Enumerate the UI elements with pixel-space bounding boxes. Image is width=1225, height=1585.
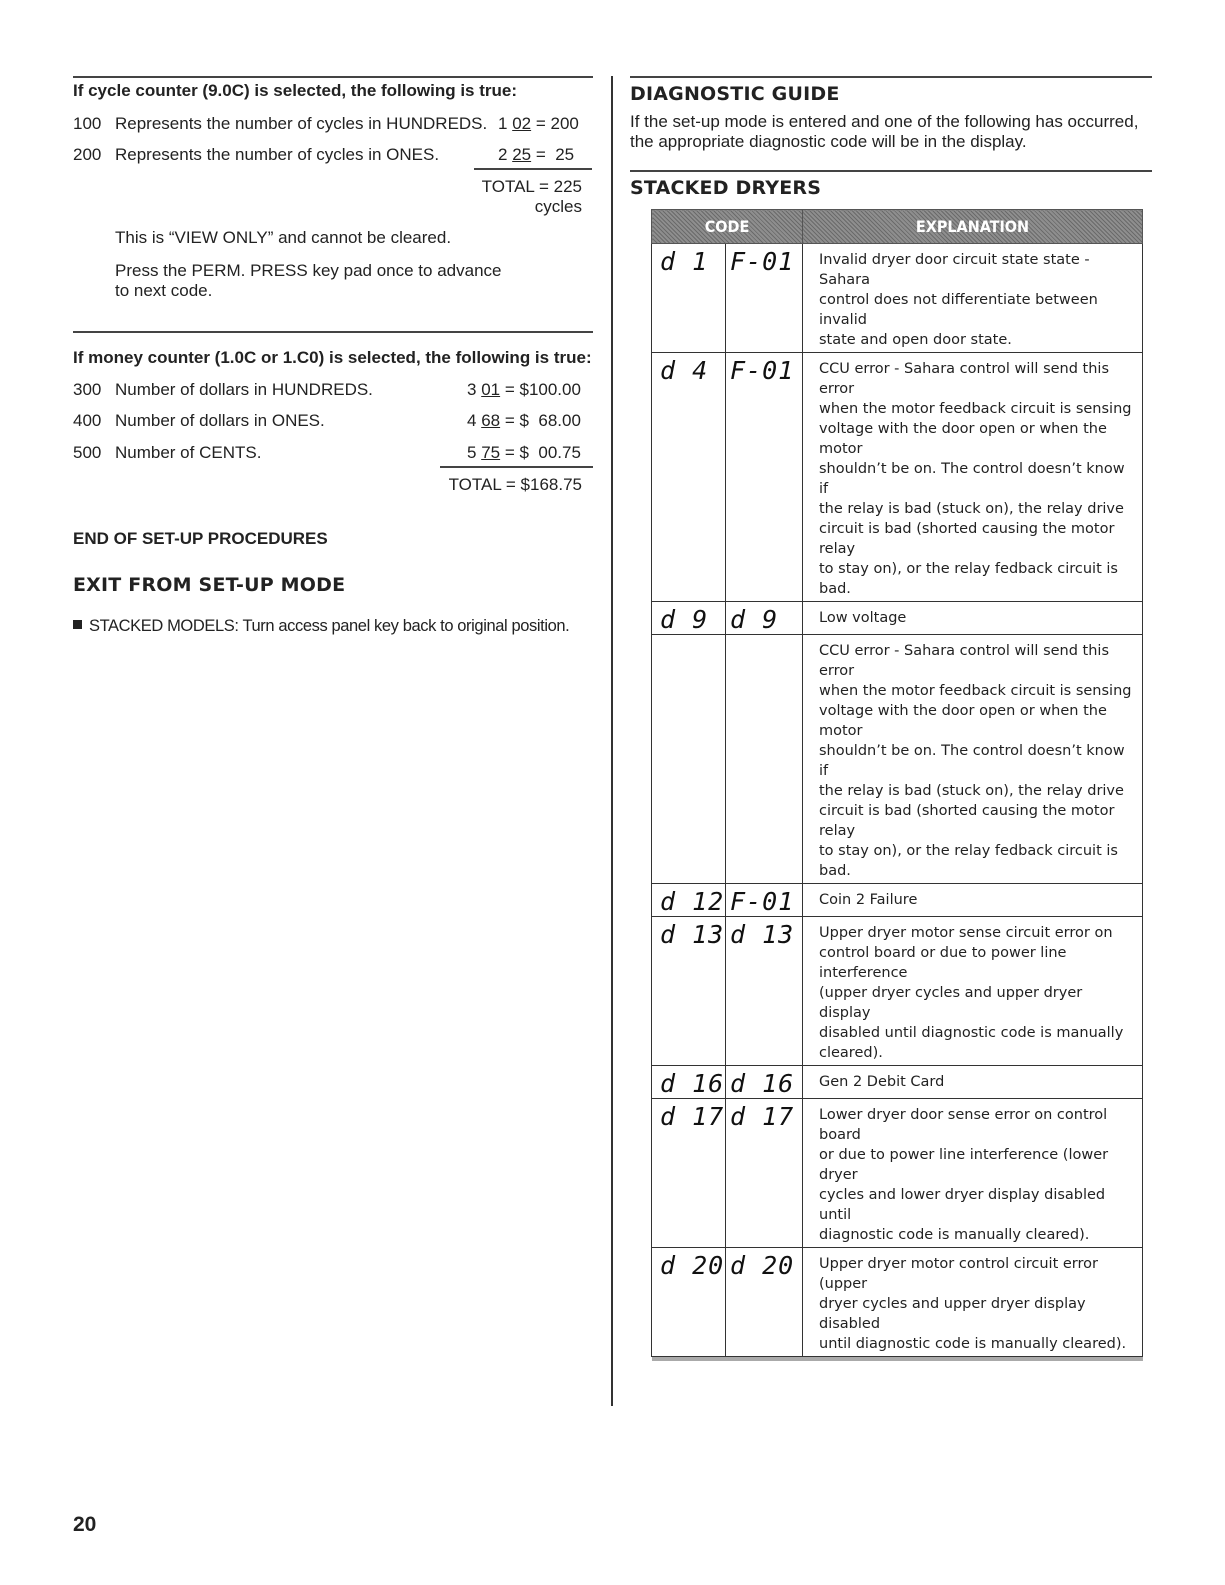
explanation-cell — [803, 1248, 1143, 1357]
money-row-calc — [467, 380, 581, 400]
code-cell: F-01 — [726, 353, 803, 602]
explanation-line: when the motor feedback circuit is sensing — [819, 683, 1132, 699]
explanation-cell — [803, 244, 1143, 353]
calc-prefix: 3 — [467, 380, 482, 399]
money-row-num: 400 — [73, 411, 102, 430]
explanation-cell — [803, 1066, 1143, 1099]
table-row — [652, 244, 1143, 353]
calc-prefix: 4 — [467, 411, 482, 430]
exit-setup-heading: EXIT FROM SET-UP MODE — [73, 574, 346, 596]
money-row-desc: Number of dollars in ONES. — [115, 411, 325, 430]
code-cell: d 16 — [726, 1066, 803, 1099]
calc-digits: 01 — [481, 380, 501, 399]
explanation-line: Coin 2 Failure — [819, 892, 918, 908]
table-row — [652, 602, 1143, 635]
calc-result: = $100.00 — [500, 380, 581, 399]
explanation-line: or due to power line interference (lower dryer — [819, 1147, 1109, 1183]
money-row-calc — [467, 443, 581, 463]
code-cell — [652, 635, 726, 884]
explanation-cell — [803, 917, 1143, 1066]
explanation-line: dryer cycles and upper dryer display disabled — [819, 1296, 1086, 1332]
explanation-line: Upper dryer motor control circuit error (upper — [819, 1256, 1098, 1292]
cycle-row-num: 100 — [73, 114, 102, 133]
code-cell: d 1 — [652, 244, 726, 353]
diagnostic-guide-heading: DIAGNOSTIC GUIDE — [630, 83, 840, 105]
calc-result: = 25 — [531, 145, 575, 164]
explanation-line: Gen 2 Debit Card — [819, 1074, 945, 1090]
mid-rule-left — [73, 331, 593, 333]
calc-prefix: 2 — [498, 145, 513, 164]
cycle-total: TOTAL = 225 — [481, 177, 582, 196]
press-note-line2: to next code. — [115, 281, 213, 300]
explanation-line: the relay is bad (stuck on), the relay drive — [819, 783, 1124, 799]
column-header-explanation: EXPLANATION — [803, 210, 1143, 244]
table-bottom-cell — [652, 1357, 726, 1362]
code-cell: d 20 — [726, 1248, 803, 1357]
table-row — [652, 635, 1143, 884]
table-bottom-bar — [652, 1357, 1143, 1362]
explanation-cell — [803, 1099, 1143, 1248]
code-cell: d 17 — [652, 1099, 726, 1248]
explanation-line: shouldn’t be on. The control doesn’t know if — [819, 461, 1125, 497]
calc-prefix: 1 — [498, 114, 513, 133]
calc-digits: 75 — [481, 443, 501, 462]
diagnostic-code-table — [651, 209, 1143, 1361]
exit-bullet-text: STACKED MODELS: Turn access panel key back to original position. — [89, 617, 570, 635]
stacked-dryers-heading: STACKED DRYERS — [630, 177, 822, 199]
cycle-sum-rule — [474, 168, 592, 170]
calc-digits: 25 — [512, 145, 532, 164]
explanation-line: circuit is bad (shorted causing the motor relay — [819, 521, 1115, 557]
code-cell: d 16 — [652, 1066, 726, 1099]
cycle-counter-heading: If cycle counter (9.0C) is selected, the following is true: — [73, 81, 517, 100]
table-header-row — [652, 210, 1143, 244]
calc-prefix: 5 — [467, 443, 482, 462]
explanation-line: circuit is bad (shorted causing the motor relay — [819, 803, 1115, 839]
explanation-line: shouldn’t be on. The control doesn’t know if — [819, 743, 1125, 779]
cycle-row-num: 200 — [73, 145, 102, 164]
explanation-line: the relay is bad (stuck on), the relay drive — [819, 501, 1124, 517]
square-bullet-icon — [73, 620, 82, 629]
explanation-line: state and open door state. — [819, 332, 1012, 348]
mid-rule-right — [630, 170, 1152, 172]
explanation-cell — [803, 353, 1143, 602]
table-row — [652, 1099, 1143, 1248]
explanation-line: to stay on), or the relay fedback circuit is bad. — [819, 843, 1118, 879]
press-note-line1: Press the PERM. PRESS key pad once to advance — [115, 261, 502, 280]
cycle-row-calc — [498, 114, 579, 134]
code-cell: F-01 — [726, 244, 803, 353]
money-row-desc: Number of dollars in HUNDREDS. — [115, 380, 373, 399]
calc-result: = $ 68.00 — [500, 411, 581, 430]
explanation-cell — [803, 884, 1143, 917]
explanation-line: disabled until diagnostic code is manually — [819, 1025, 1124, 1041]
explanation-line: Invalid dryer door circuit state state - Sahara — [819, 252, 1090, 288]
code-cell: d 4 — [652, 353, 726, 602]
code-cell: d 9 — [726, 602, 803, 635]
code-cell: d 20 — [652, 1248, 726, 1357]
table-row — [652, 884, 1143, 917]
code-cell: d 13 — [726, 917, 803, 1066]
code-cell — [726, 635, 803, 884]
explanation-line: (upper dryer cycles and upper dryer display — [819, 985, 1083, 1021]
code-cell: F-01 — [726, 884, 803, 917]
code-cell: d 17 — [726, 1099, 803, 1248]
table-row — [652, 1248, 1143, 1357]
page-number: 20 — [73, 1513, 97, 1536]
money-sum-rule — [440, 466, 593, 468]
top-rule-left — [73, 76, 593, 78]
explanation-line: CCU error - Sahara control will send this error — [819, 643, 1110, 679]
code-cell: d 13 — [652, 917, 726, 1066]
end-setup-heading: END OF SET-UP PROCEDURES — [73, 529, 328, 548]
explanation-line: CCU error - Sahara control will send this error — [819, 361, 1110, 397]
explanation-line: Lower dryer door sense error on control board — [819, 1107, 1108, 1143]
explanation-cell — [803, 635, 1143, 884]
explanation-line: cleared). — [819, 1045, 883, 1061]
column-divider — [611, 76, 613, 1406]
view-only-note: This is “VIEW ONLY” and cannot be cleared. — [115, 228, 452, 247]
table-row — [652, 1066, 1143, 1099]
money-row-num: 300 — [73, 380, 102, 399]
table-row — [652, 353, 1143, 602]
diagnostic-intro-line2: the appropriate diagnostic code will be in the display. — [630, 132, 1027, 151]
table-bottom-cell — [726, 1357, 803, 1362]
code-cell: d 12 — [652, 884, 726, 917]
calc-digits: 02 — [512, 114, 532, 133]
calc-result: = 200 — [531, 114, 579, 133]
money-total: TOTAL = $168.75 — [448, 475, 582, 494]
calc-result: = $ 00.75 — [500, 443, 581, 462]
explanation-line: until diagnostic code is manually cleared). — [819, 1336, 1127, 1352]
explanation-line: control board or due to power line interference — [819, 945, 1067, 981]
exit-bullet-item — [73, 617, 569, 636]
explanation-line: cycles and lower dryer display disabled until — [819, 1187, 1106, 1223]
calc-digits: 68 — [481, 411, 501, 430]
explanation-line: to stay on), or the relay fedback circuit is bad. — [819, 561, 1118, 597]
money-row-desc: Number of CENTS. — [115, 443, 262, 462]
column-header-code: CODE — [652, 210, 803, 244]
table-row — [652, 917, 1143, 1066]
explanation-line: voltage with the door open or when the motor — [819, 421, 1107, 457]
cycle-total-unit: cycles — [534, 197, 582, 216]
diagnostic-intro-line1: If the set-up mode is entered and one of the following has occurred, — [630, 112, 1139, 131]
explanation-line: diagnostic code is manually cleared). — [819, 1227, 1090, 1243]
money-counter-heading: If money counter (1.0C or 1.C0) is selected, the following is true: — [73, 348, 592, 367]
explanation-cell — [803, 602, 1143, 635]
top-rule-right — [630, 76, 1152, 78]
explanation-line: voltage with the door open or when the motor — [819, 703, 1107, 739]
explanation-line: when the motor feedback circuit is sensing — [819, 401, 1132, 417]
cycle-row-calc — [498, 145, 574, 165]
cycle-row-desc: Represents the number of cycles in HUNDREDS. — [115, 114, 488, 133]
cycle-row-desc: Represents the number of cycles in ONES. — [115, 145, 440, 164]
code-cell: d 9 — [652, 602, 726, 635]
money-row-calc — [467, 411, 581, 431]
explanation-line: Upper dryer motor sense circuit error on — [819, 925, 1113, 941]
table-bottom-cell — [803, 1357, 1143, 1362]
money-row-num: 500 — [73, 443, 102, 462]
explanation-line: control does not differentiate between invalid — [819, 292, 1098, 328]
explanation-line: Low voltage — [819, 610, 907, 626]
